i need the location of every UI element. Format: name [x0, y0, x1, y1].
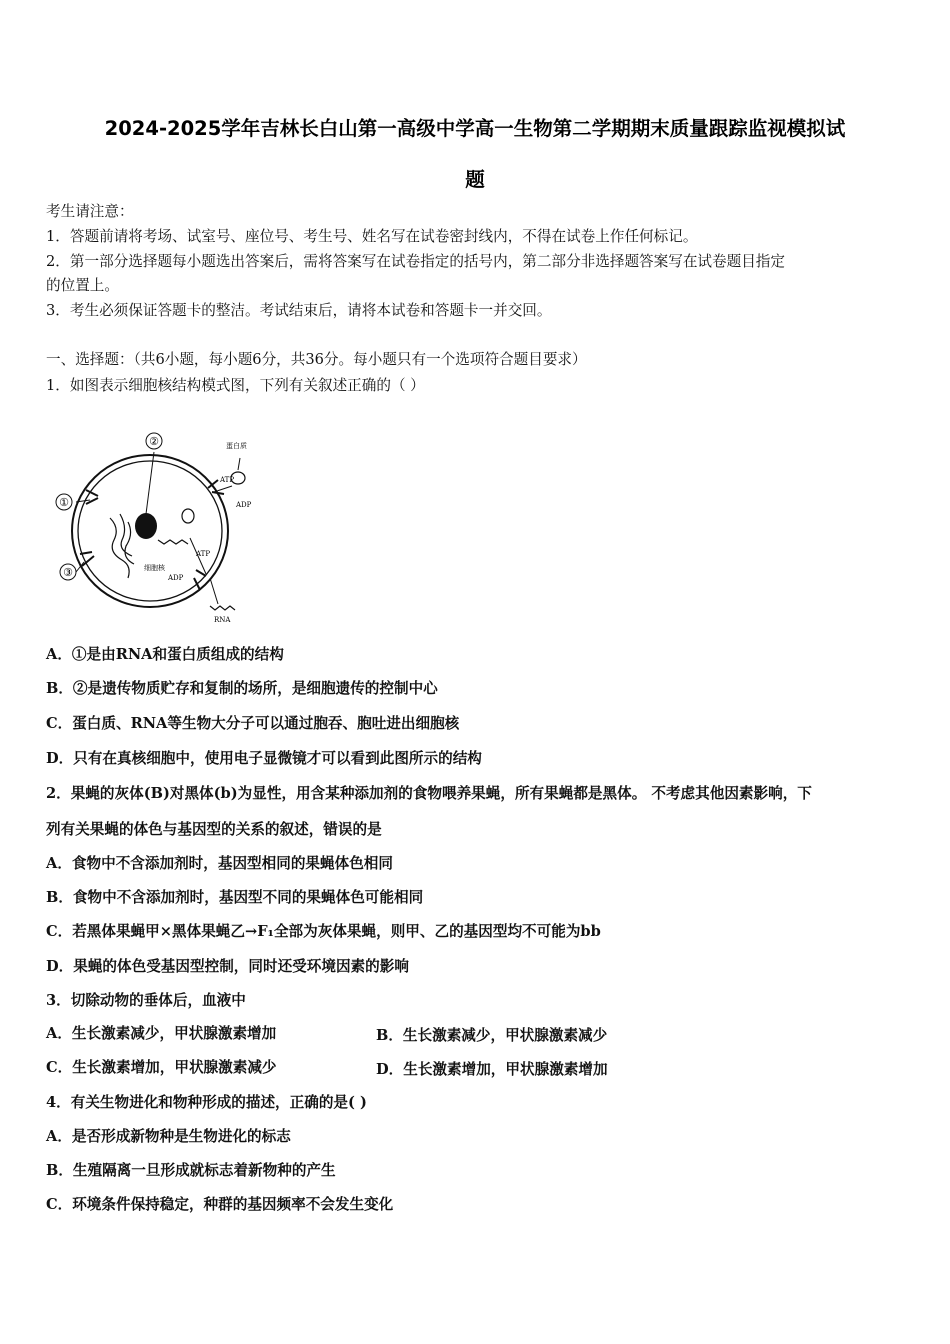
q2-option-a: A．食物中不含添加剂时，基因型相同的果蝇体色相同 — [46, 855, 393, 872]
notice-item-1: 1．答题前请将考场、试室号、座位号、考生号、姓名写在试卷密封线内，不得在试卷上作任何标记。 — [46, 228, 698, 245]
q2-option-d: D．果蝇的体色受基因型控制，同时还受环境因素的影响 — [46, 958, 409, 975]
q2-option-b: B．食物中不含添加剂时，基因型不同的果蝇体色可能相同 — [46, 889, 424, 906]
exam-title-line2: 题 — [465, 168, 485, 191]
q4-option-a: A．是否形成新物种是生物进化的标志 — [46, 1128, 291, 1145]
label-adp-bottom: ADP — [168, 574, 184, 582]
label-protein: 蛋白质 — [226, 442, 247, 450]
q1-option-c: C．蛋白质、RNA等生物大分子可以通过胞吞、胞吐进出细胞核 — [46, 715, 460, 732]
protein-inside — [182, 509, 194, 523]
q3-stem: 3．切除动物的垂体后，血液中 — [46, 992, 246, 1009]
nucleus-diagram — [50, 428, 280, 628]
nuclear-pore-left-top — [86, 490, 98, 504]
q3-option-d: D．生长激素增加，甲状腺激素增加 — [376, 1061, 608, 1078]
rna-outside — [210, 606, 235, 610]
label-rna: RNA — [214, 616, 231, 624]
q4-stem: 4．有关生物进化和物种形成的描述，正确的是( ) — [46, 1094, 367, 1111]
q2-option-c: C．若黑体果蝇甲×黑体果蝇乙→F₁全部为灰体果蝇，则甲、乙的基因型均不可能为bb — [46, 923, 601, 940]
notice-item-3: 3．考生必须保证答题卡的整洁。考试结束后，请将本试卷和答题卡一并交回。 — [46, 302, 552, 319]
q1-option-a: A．①是由RNA和蛋白质组成的结构 — [46, 646, 284, 663]
label-atp-top: ATP — [220, 476, 235, 484]
label-circle-1: ① — [59, 496, 69, 509]
q1-option-d: D．只有在真核细胞中，使用电子显微镜才可以看到此图所示的结构 — [46, 750, 482, 767]
q4-option-c: C．环境条件保持稳定，种群的基因频率不会发生变化 — [46, 1196, 394, 1213]
nucleolus — [135, 513, 157, 539]
q3-option-b: B．生长激素减少，甲状腺激素减少 — [376, 1027, 608, 1044]
q1-option-b: B．②是遗传物质贮存和复制的场所，是细胞遗传的控制中心 — [46, 680, 438, 697]
notice-heading: 考生请注意： — [46, 203, 134, 220]
q4-option-b: B．生殖隔离一旦形成就标志着新物种的产生 — [46, 1162, 336, 1179]
notice-item-2-cont: 的位置上。 — [46, 277, 119, 294]
notice-item-2: 2．第一部分选择题每小题选出答案后，需将答案写在试卷指定的括号内，第二部分非选择题答案写在试卷题目指定 — [46, 253, 785, 270]
q1-stem: 1．如图表示细胞核结构模式图，下列有关叙述正确的（ ） — [46, 377, 425, 394]
exam-title-line1: 2024-2025学年吉林长白山第一高级中学高一生物第二学期期末质量跟踪监视模拟试 — [104, 117, 846, 140]
q2-stem-line1: 2．果蝇的灰体(B)对黑体(b)为显性，用含某种添加剂的食物喂养果蝇，所有果蝇都是黑体。 不考虑其他因素影响，下 — [46, 785, 812, 802]
label-circle-2: ② — [149, 435, 159, 448]
label-nucleus: 细胞核 — [144, 564, 165, 572]
label-circle-3: ③ — [63, 566, 73, 579]
q2-stem-line2: 列有关果蝇的体色与基因型的关系的叙述，错误的是 — [46, 821, 382, 838]
label-adp-top: ADP — [236, 501, 252, 509]
rna-inside — [158, 540, 188, 544]
chromatin — [110, 514, 134, 578]
q3-option-c: C．生长激素增加，甲状腺激素减少 — [46, 1059, 277, 1076]
label-atp-bottom: ATP — [196, 550, 211, 558]
q3-option-a: A．生长激素减少，甲状腺激素增加 — [46, 1025, 277, 1042]
section1-heading: 一、选择题：（共6小题，每小题6分，共36分。每小题只有一个选项符合题目要求） — [46, 351, 587, 368]
